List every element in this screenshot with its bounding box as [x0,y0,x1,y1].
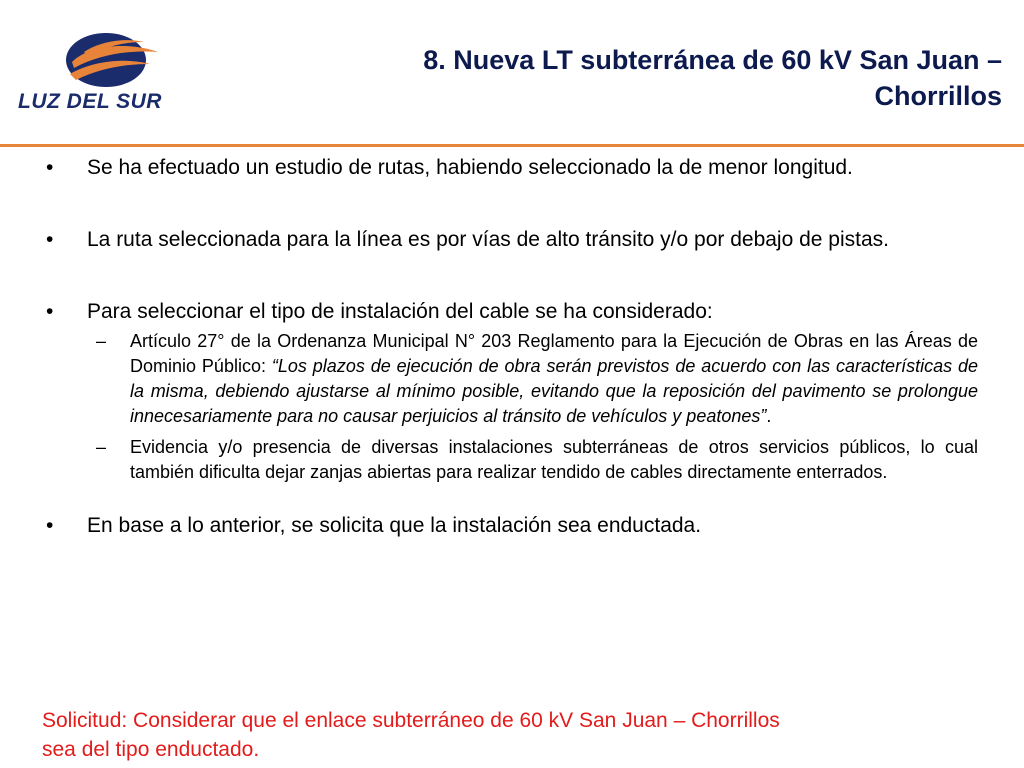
dash-marker: – [96,437,107,457]
sub-item-lead: Artículo 27° de la Ordenanza Municipal N° 203 Reglamento para la Ejecución de Obras en las Áreas de Dominio Público: [130,331,978,376]
sub-item-quote: “Los plazos de ejecución de obra serán previstos de acuerdo con las características de la misma, debiendo ajustarse al mínimo posible, evitando que la reposición del pavimento se prolongue innecesariamente para no causar perjuicios al tránsito de vehículos y peatones” [130,356,979,426]
bullet-marker: • [46,228,54,251]
sub-item-lead: Evidencia y/o presencia de diversas instalaciones subterráneas de otros servicios públicos, lo cual también dificulta dejar zanjas abiertas para realizar tendido de cables directamente enterrados. [130,437,978,482]
bullet-text: En base a lo anterior, se solicita que la instalación sea enductada. [87,514,702,537]
sub-item [42,435,978,485]
sub-item-tail: . [766,406,772,426]
sub-item [42,329,978,429]
bullet-marker: • [46,514,54,537]
slide-title-line-2: Chorrillos [874,81,1002,111]
logo-wordmark: LUZ DEL SUR [18,90,162,113]
slide-content [42,153,978,540]
request-note-line-2: sea del tipo enductado. [42,738,260,761]
bullet-text: Se ha efectuado un estudio de rutas, habiendo seleccionado la de menor longitud. [87,156,853,179]
bullet-text: La ruta seleccionada para la línea es por vías de alto tránsito y/o por debajo de pistas. [87,228,889,251]
dash-marker: – [96,331,107,351]
bullet-item [42,297,978,326]
request-note-line-1: Solicitud: Considerar que el enlace subterráneo de 60 kV San Juan – Chorrillos [42,709,780,732]
bullet-item [42,153,978,182]
request-note [42,706,962,764]
bullet-text: Para seleccionar el tipo de instalación del cable se ha considerado: [87,300,713,323]
sub-item-list [42,329,978,485]
logo-emblem-icon [10,30,200,90]
bullet-marker: • [46,300,54,323]
slide-title [282,42,1002,114]
bullet-item [42,511,978,540]
title-divider [0,144,1024,147]
bullet-item [42,225,978,254]
bullet-marker: • [46,156,54,179]
slide-title-line-1: 8. Nueva LT subterránea de 60 kV San Juan – [423,45,1002,75]
